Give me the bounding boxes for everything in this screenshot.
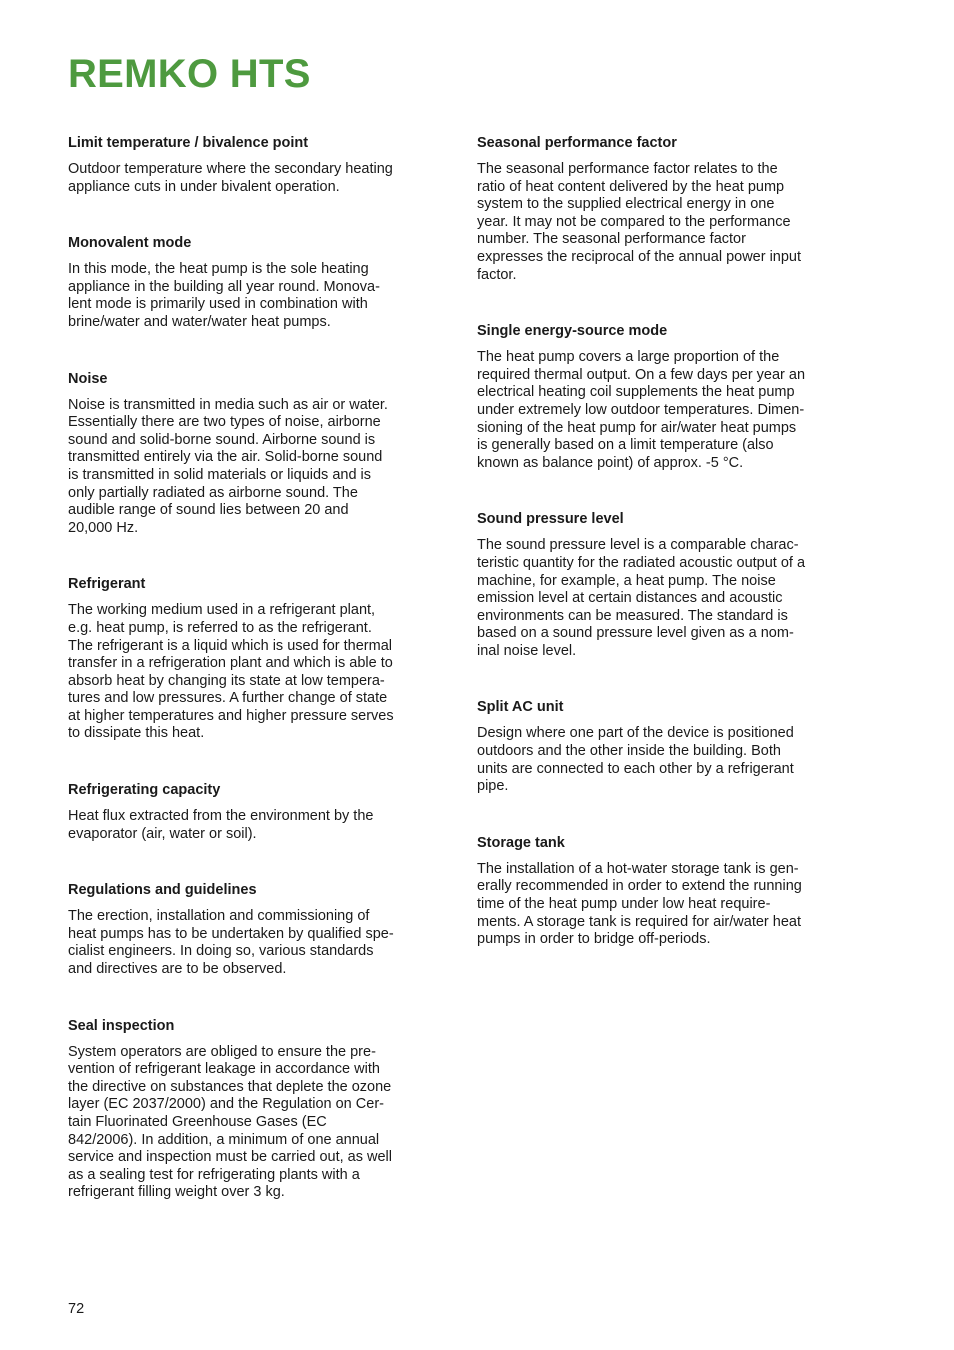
- glossary-heading: Refrigerating capacity: [68, 782, 221, 799]
- glossary-heading: Seasonal performance factor: [477, 135, 677, 151]
- glossary-entry-seal-inspection: [68, 1017, 433, 1202]
- glossary-heading: Storage tank: [477, 834, 565, 851]
- glossary-heading: Limit temperature / bivalence point: [68, 135, 309, 151]
- glossary-heading: Single energy-source mode: [477, 323, 668, 340]
- glossary-heading: Monovalent mode: [68, 235, 192, 252]
- right-column: [477, 134, 842, 949]
- glossary-entry-regulations: [68, 881, 433, 978]
- glossary-entry-storage-tank: [477, 834, 842, 949]
- glossary-body: Design where one part of the device is positioned outdoors and the other inside the building. Both units are connected to each other by a refrigerant pipe.: [477, 725, 794, 795]
- glossary-body: System operators are obliged to ensure the pre- vention of refrigerant leakage in accordance with the directive on substances that deplete the ozone layer (EC 2037/2000) and the Regulation on Cer- tain Fluorinated Greenhouse Gases (EC 842/2006). In addition, a minimum of one annual service and inspection must be carried out, as well as a sealing test for refrigerating plants with a refrigerant filling weight over 3 kg.: [68, 1043, 392, 1201]
- glossary-entry-split-ac-unit: [477, 698, 842, 795]
- glossary-entry-sound-pressure-level: [477, 510, 842, 660]
- glossary-entry-refrigerating-capacity: [68, 781, 433, 843]
- page-title: REMKO HTS: [68, 52, 311, 96]
- glossary-entry-monovalent-mode: [68, 234, 433, 331]
- glossary-heading: Refrigerant: [68, 576, 146, 593]
- glossary-body: The working medium used in a refrigerant plant, e.g. heat pump, is referred to as the refrigerant. The refrigerant is a liquid which is used for thermal transfer in a refrigeration plant and which is able to absorb heat by changing its state at low tempera- tures and low pressures. A further change of state at higher temperatures and higher pressure serves to dissipate this heat.: [68, 602, 394, 742]
- glossary-entry-noise: [68, 370, 433, 538]
- glossary-entry-seasonal-performance-factor: [477, 134, 842, 284]
- glossary-body: The installation of a hot-water storage tank is gen- erally recommended in order to extend the running time of the heat pump under low heat require- ments. A storage tank is required for air/water heat pumps in order to bridge off-periods.: [477, 860, 802, 948]
- glossary-body: In this mode, the heat pump is the sole heating appliance in the building all year round. Monova- lent mode is primarily used in combination with brine/water and water/water heat pumps.: [68, 261, 380, 330]
- glossary-heading: Noise: [68, 370, 108, 387]
- glossary-entry-single-energy-source-mode: [477, 322, 842, 472]
- glossary-heading: Seal inspection: [68, 1017, 175, 1034]
- glossary-body: The erection, installation and commissioning of heat pumps has to be undertaken by qualified spe- cialist engineers. In doing so, various standards and directives are to be observed.: [68, 908, 394, 978]
- page-number: 72: [68, 1301, 85, 1317]
- glossary-body: The heat pump covers a large proportion of the required thermal output. On a few days per year an electrical heating coil supplements the heat pump under extremely low outdoor temperatures. Dimen- sioning of the heat pump for air/water heat pumps is generally based on a limit temperature (also known as balance point) of approx. -5 °C.: [477, 349, 806, 471]
- glossary-heading: Sound pressure level: [477, 511, 624, 528]
- glossary-body: The seasonal performance factor relates to the ratio of heat content delivered by the heat pump system to the supplied electrical energy in one year. It may not be compared to the performance number. The seasonal performance factor expresses the reciprocal of the annual power input factor.: [477, 161, 802, 283]
- glossary-body: Noise is transmitted in media such as air or water. Essentially there are two types of noise, airborne sound and solid-borne sound. Airborne sound is transmitted entirely via the air. Solid-borne sound is transmitted in solid materials or liquids and is only partially radiated as airborne sound. The audible range of sound lies between 20 and 20,000 Hz.: [68, 396, 388, 536]
- glossary-body: Heat flux extracted from the environment by the evaporator (air, water or soil).: [68, 808, 374, 842]
- glossary-heading: Split AC unit: [477, 699, 564, 716]
- glossary-heading: Regulations and guidelines: [68, 882, 257, 899]
- glossary-body: Outdoor temperature where the secondary heating appliance cuts in under bivalent operation.: [68, 161, 393, 195]
- glossary-body: The sound pressure level is a comparable charac- teristic quantity for the radiated acoustic output of a machine, for example, a heat pump. The noise emission level at certain distances and acoustic environments can be measured. The standard is based on a sound pressure level given as a nom- inal noise level.: [477, 537, 806, 659]
- glossary-entry-limit-temperature: [68, 134, 433, 196]
- left-column: [68, 134, 433, 1202]
- glossary-entry-refrigerant: [68, 575, 433, 743]
